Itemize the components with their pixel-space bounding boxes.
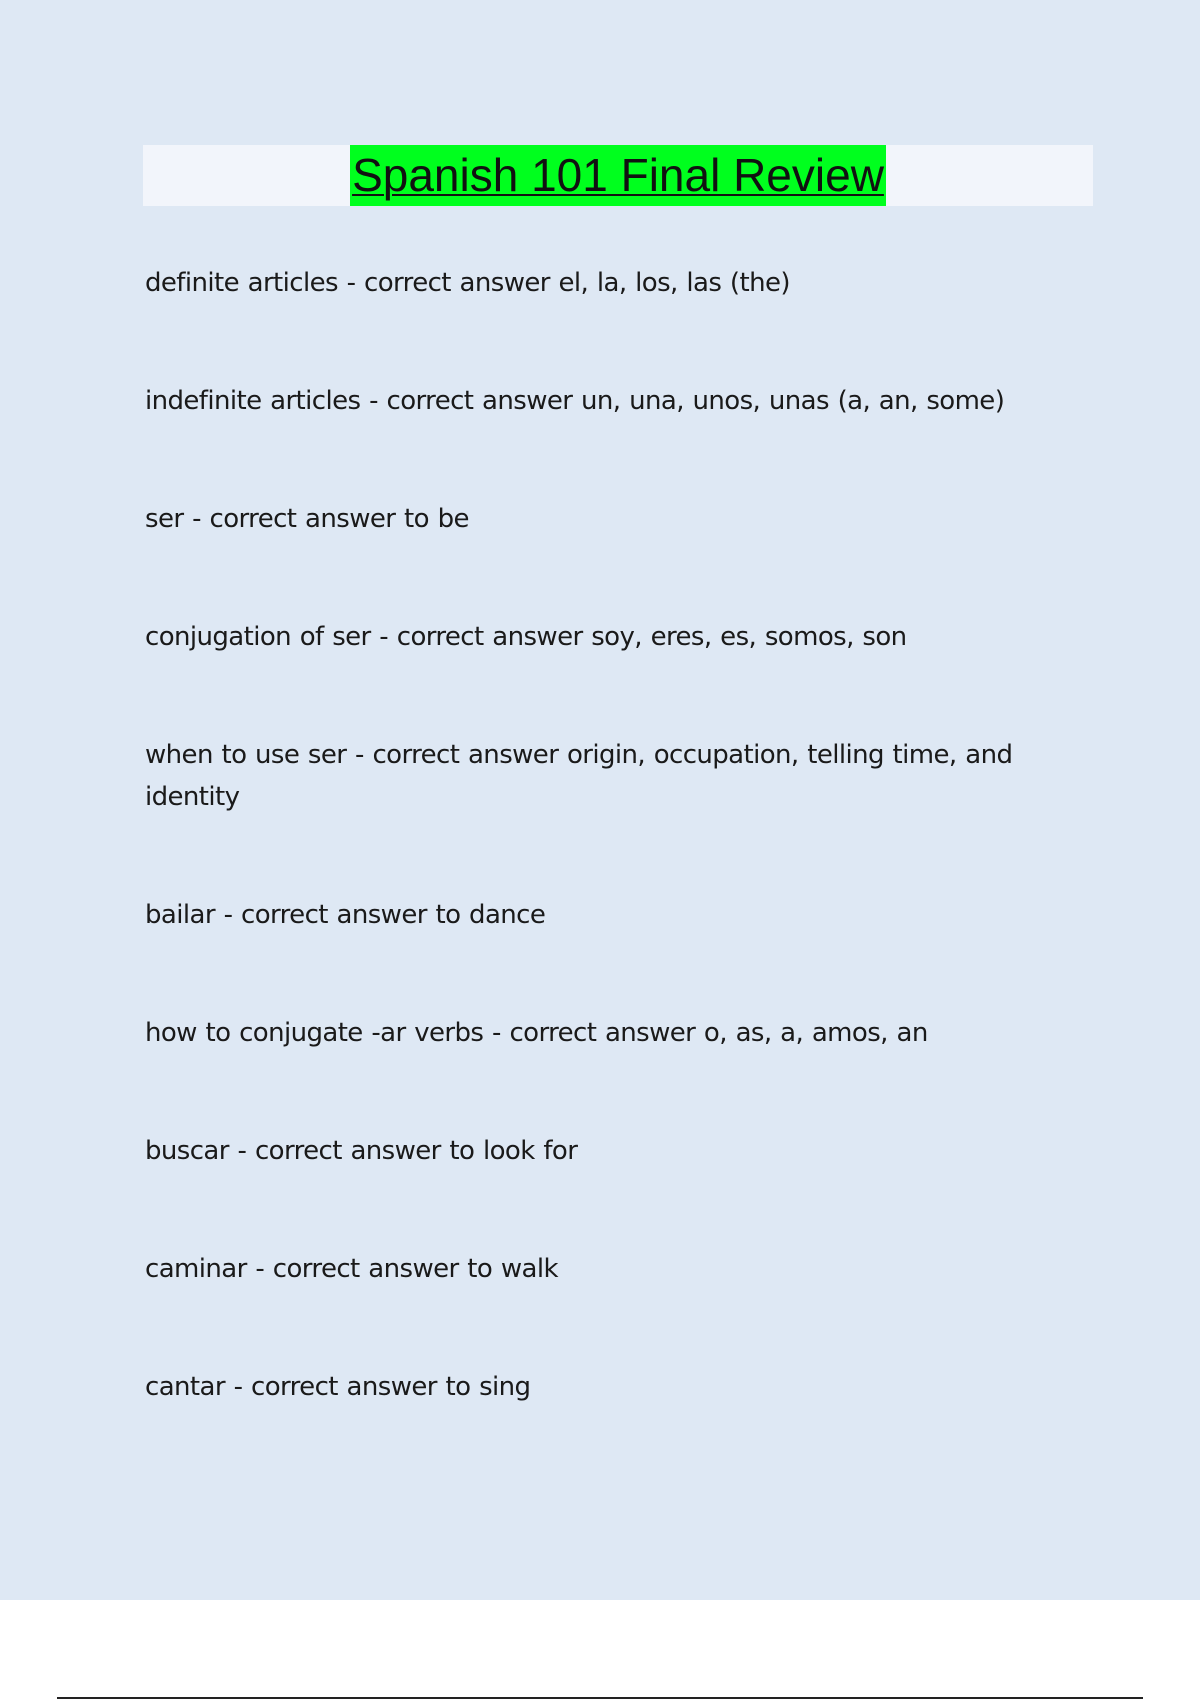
page-title: Spanish 101 Final Review	[350, 145, 886, 206]
review-entry-caminar: caminar - correct answer to walk	[145, 1254, 558, 1284]
title-band	[143, 145, 1093, 206]
review-entry-ar-verbs: how to conjugate -ar verbs - correct answer o, as, a, amos, an	[145, 1018, 928, 1048]
review-entry-conjugation-of-ser: conjugation of ser - correct answer soy, eres, es, somos, son	[145, 622, 907, 652]
review-entry-ser: ser - correct answer to be	[145, 504, 469, 534]
footer-divider	[57, 1697, 1143, 1699]
review-entry-indefinite-articles: indefinite articles - correct answer un, una, unos, unas (a, an, some)	[145, 386, 1005, 416]
review-entry-when-to-use-ser: when to use ser - correct answer origin, occupation, telling time, and identity	[145, 740, 1013, 812]
review-entry-definite-articles: definite articles - correct answer el, la, los, las (the)	[145, 268, 790, 298]
review-entry-cantar: cantar - correct answer to sing	[145, 1372, 531, 1402]
review-entry-bailar: bailar - correct answer to dance	[145, 900, 546, 930]
review-entry-buscar: buscar - correct answer to look for	[145, 1136, 578, 1166]
review-list	[145, 262, 1075, 1484]
